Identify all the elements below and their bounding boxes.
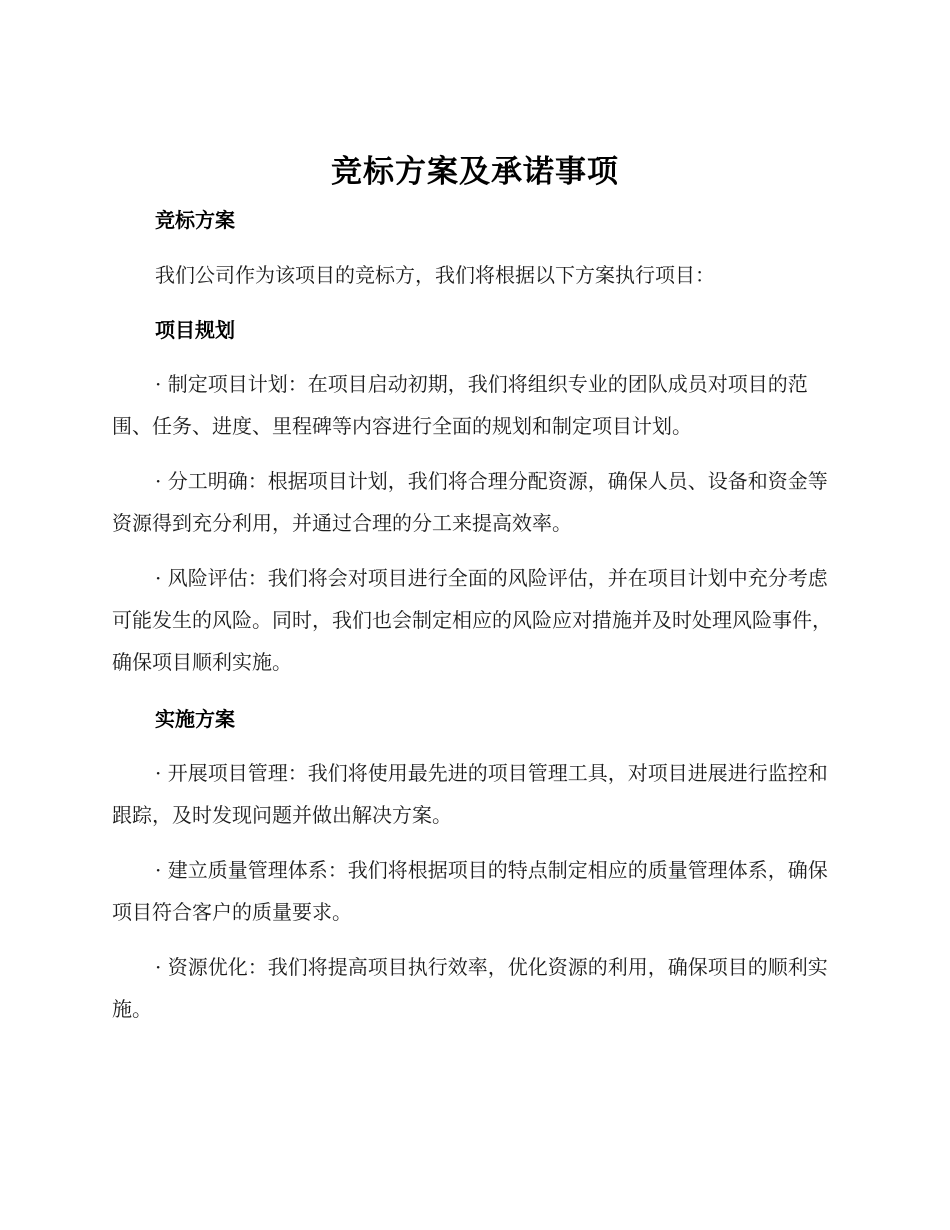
paragraph-project-plan: · 制定项目计划：在项目启动初期，我们将组织专业的团队成员对项目的范围、任务、进度、里程碑等内容进行全面的规划和制定项目计划。 — [112, 372, 808, 438]
paragraph-quality-management: · 建立质量管理体系：我们将根据项目的特点制定相应的质量管理体系，确保项目符合客户的质量要求。 — [112, 858, 828, 924]
paragraph-resource-optimization: · 资源优化：我们将提高项目执行效率，优化资源的利用，确保项目的顺利实施。 — [112, 955, 828, 1021]
paragraph-risk-assessment: · 风险评估：我们将会对项目进行全面的风险评估，并在项目计划中充分考虑可能发生的风险。同时，我们也会制定相应的风险应对措施并及时处理风险事件，确保项目顺利实施。 — [112, 566, 832, 674]
document-title: 竞标方案及承诺事项 — [331, 154, 619, 190]
paragraph-division-of-labor: · 分工明确：根据项目计划，我们将合理分配资源，确保人员、设备和资金等资源得到充分利用，并通过合理的分工来提高效率。 — [112, 469, 828, 535]
intro-paragraph: 我们公司作为该项目的竞标方，我们将根据以下方案执行项目： — [155, 263, 715, 287]
section-heading-project-planning: 项目规划 — [155, 318, 235, 342]
paragraph-project-management: · 开展项目管理：我们将使用最先进的项目管理工具，对项目进展进行监控和跟踪，及时发现问题并做出解决方案。 — [112, 761, 828, 827]
section-heading-bid-plan: 竞标方案 — [155, 208, 235, 232]
section-heading-implementation: 实施方案 — [155, 707, 235, 731]
